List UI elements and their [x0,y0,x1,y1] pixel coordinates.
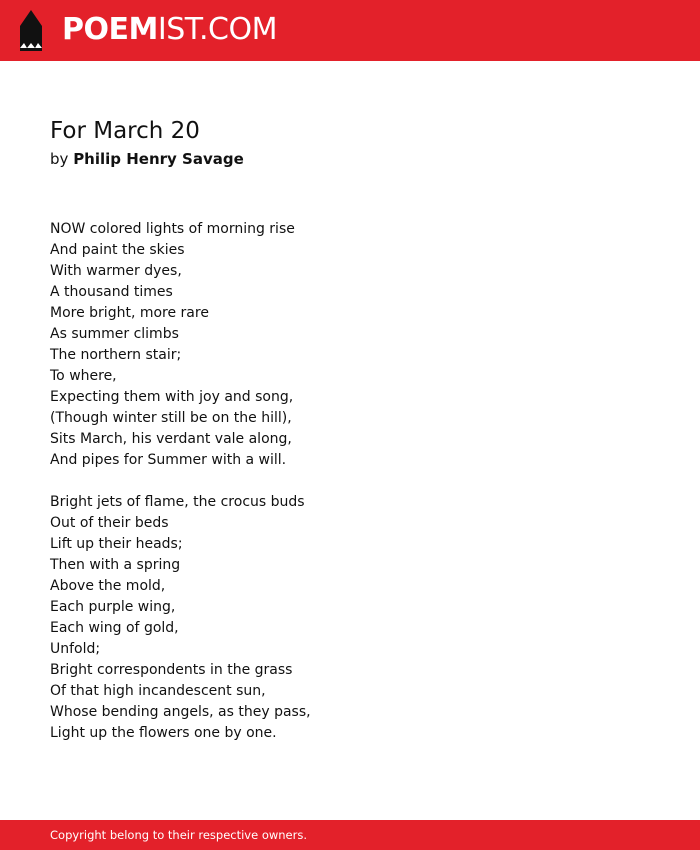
by-label: by [50,150,69,168]
poem-line: Each wing of gold, [50,620,179,636]
poem-line: Light up the flowers one by one. [50,725,277,741]
poem-line: Then with a spring [50,557,181,573]
poem-line: Sits March, his verdant vale along, [50,431,292,447]
poem-title: For March 20 [50,118,200,144]
byline [50,148,244,170]
logo-bold-text: POEM [62,12,158,47]
poem-line: Unfold; [50,641,101,657]
stanza [50,219,650,471]
poem-line: Expecting them with joy and song, [50,389,294,405]
poem-line: More bright, more rare [50,305,209,321]
poem-line: Out of their beds [50,515,169,531]
poem-line: Lift up their heads; [50,536,183,552]
site-logo [62,10,277,50]
poem-line: A thousand times [50,284,173,300]
poem-line: Bright correspondents in the grass [50,662,293,678]
pencil-icon [18,10,44,52]
poem-line: As summer climbs [50,326,179,342]
poem-line: (Though winter still be on the hill), [50,410,292,426]
poem-line: With warmer dyes, [50,263,182,279]
poem-line: Whose bending angels, as they pass, [50,704,311,720]
poem-line: And pipes for Summer with a will. [50,452,287,468]
logo-light-text: IST.COM [157,12,277,47]
poem-line: NOW colored lights of morning rise [50,221,295,237]
poem-line: Each purple wing, [50,599,176,615]
poem-line: To where, [50,368,117,384]
site-footer [0,820,700,850]
author-name: Philip Henry Savage [73,150,244,168]
poem-line: And paint the skies [50,242,185,258]
poem-line: The northern stair; [50,347,182,363]
poem-body [50,219,650,765]
poem-line: Of that high incandescent sun, [50,683,266,699]
site-header [0,0,700,61]
stanza [50,492,650,744]
copyright-text: Copyright belong to their respective owners. [50,828,308,842]
poem-line: Above the mold, [50,578,166,594]
poem-line: Bright jets of flame, the crocus buds [50,494,305,510]
